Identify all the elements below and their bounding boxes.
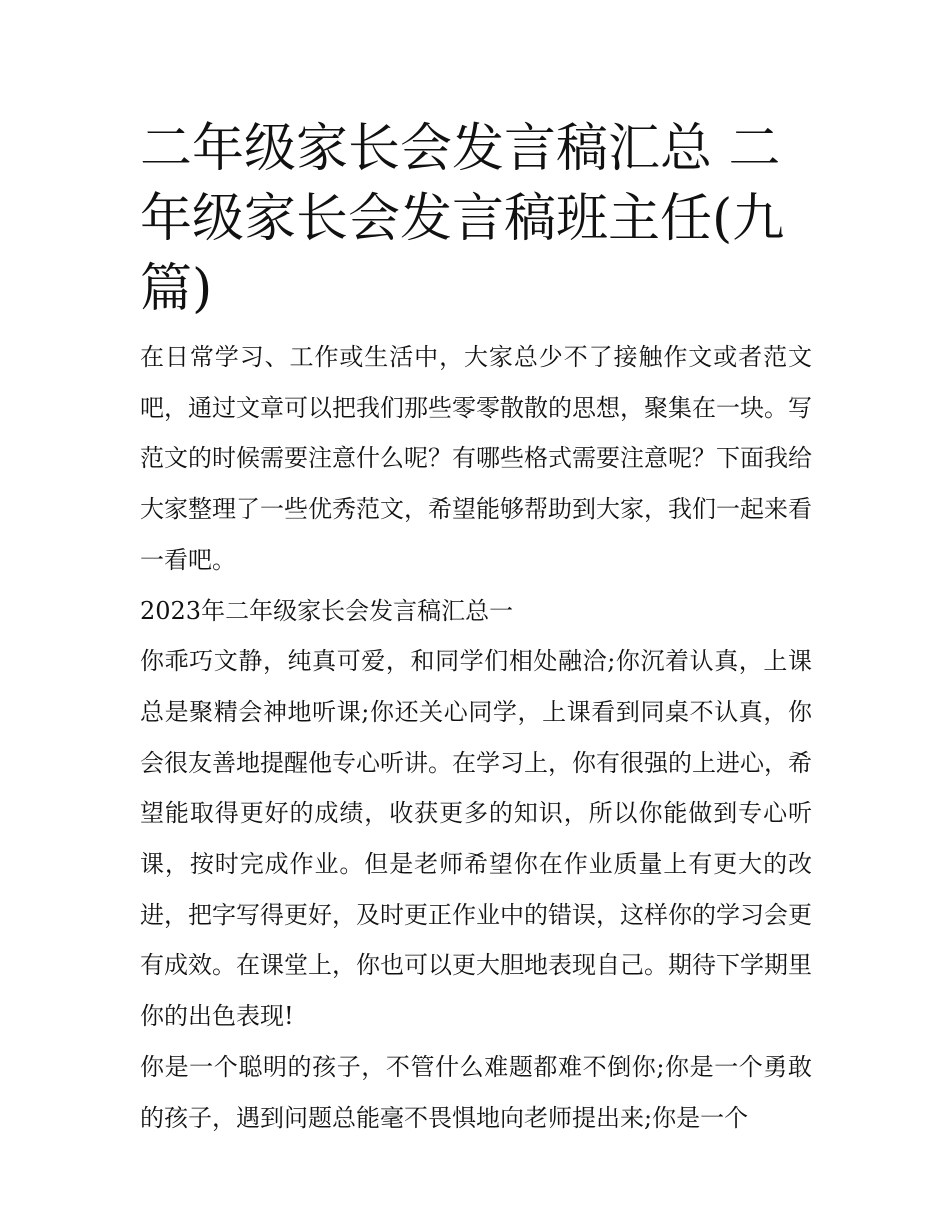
section-heading: 2023年二年级家长会发言稿汇总一: [140, 596, 514, 625]
document-title: 二年级家长会发言稿汇总 二年级家长会发言稿班主任(九篇): [140, 119, 785, 319]
body-paragraph-2: 你是一个聪明的孩子，不管什么难题都难不倒你;你是一个勇敢的孩子，遇到问题总能毫不畏惧地向老师提出来;你是一个: [140, 1052, 812, 1132]
document-body: [140, 114, 812, 1143]
body-paragraph-1: 你乖巧文静，纯真可爱，和同学们相处融洽;你沉着认真，上课总是聚精会神地听课;你还关心同学，上课看到同桌不认真，你会很友善地提醒他专心听讲。在学习上，你有很强的上进心，希望能取得更好的成绩，收获更多的知识，所以你能做到专心听课，按时完成作业。但是老师希望你在作业质量上有更大的改进，把字写得更好，及时更正作业中的错误，这样你的学习会更有成效。在课堂上，你也可以更大胆地表现自己。期待下学期里你的出色表现!: [140, 647, 812, 1031]
intro-paragraph: 在日常学习、工作或生活中，大家总少不了接触作文或者范文吧，通过文章可以把我们那些零零散散的思想，聚集在一块。写范文的时候需要注意什么呢？有哪些格式需要注意呢？下面我给大家整理了一些优秀范文，希望能够帮助到大家，我们一起来看一看吧。: [140, 343, 812, 574]
